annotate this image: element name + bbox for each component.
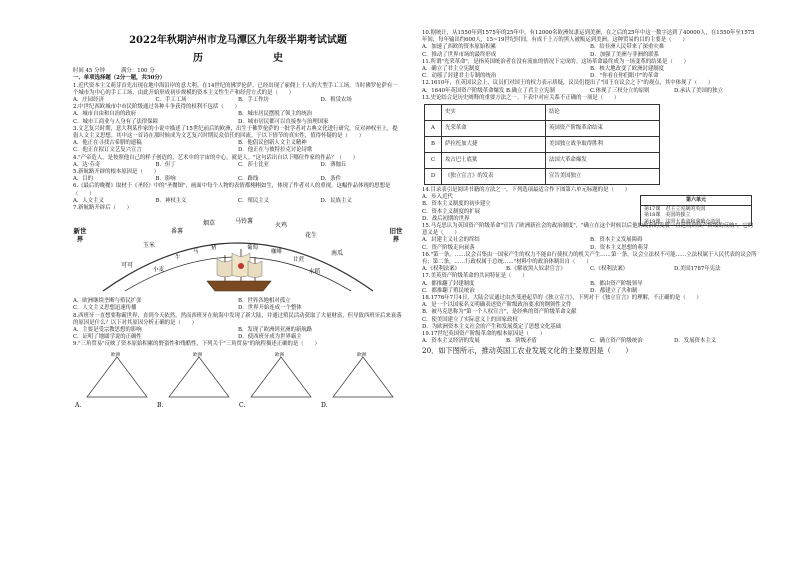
option-c[interactable]: C．手工工场 <box>155 97 187 104</box>
option-a[interactable]: A．主要是受宗教思想的影响 <box>73 327 142 334</box>
option-b[interactable]: B．他倡议创新人文主义精神 <box>238 140 307 147</box>
option-c[interactable]: C．动摇了封建君主专制的统治 <box>422 73 497 80</box>
option-c[interactable]: C．莎士比亚 <box>238 161 270 168</box>
option-a[interactable]: A．确立了君主立宪制度 <box>422 66 480 73</box>
unit-contents-box <box>640 195 752 226</box>
row-fact: 《独立宣言》的发表 <box>442 169 546 185</box>
row-fact: 萨拉托加大捷 <box>442 137 546 153</box>
question-13 <box>422 95 758 185</box>
option-d[interactable]: D．租赁农场 <box>320 97 352 104</box>
question-2 <box>73 104 403 126</box>
option-c[interactable]: C．路线 <box>238 176 259 183</box>
option-b[interactable]: B.确立了君主立宪制 <box>506 87 555 94</box>
row-conclusion: 法国大革命爆发 <box>545 153 659 169</box>
question-stem: 14.目录表引是阅读书籍的方法之一，下列选项最适合作下图第六单元标题的是（ ） <box>422 187 631 194</box>
question-stem: 13.史论结合是历史阐释的重要方法之一。下表中对应关系不正确的一项是（ ） <box>422 94 620 101</box>
question-20 <box>422 346 758 355</box>
question-stem: 8.西班牙一直想要称霸世界，直到今天依然，然而西班牙在航海中发现了新大陆，并通过殖民活动获取了大量财富，但导致西班牙后来衰落的原因是什么？以下对其原因分析正确的是（ ） <box>73 312 402 326</box>
history-table <box>424 104 660 185</box>
svg-text:A.: A. <box>75 401 82 409</box>
option-b[interactable]: B．世界各地相对孤立 <box>238 298 291 305</box>
question-1 <box>73 83 403 105</box>
question-3 <box>73 126 403 155</box>
option-b[interactable]: B．核大地改变了欧洲封建制度 <box>590 66 665 73</box>
table-header-fact: 史实 <box>442 105 546 121</box>
question-options <box>422 281 758 295</box>
inner-item: 猪 <box>211 245 217 252</box>
option-b[interactable]: B．都由资产阶级领导 <box>590 280 643 287</box>
question-options <box>422 66 758 80</box>
question-options <box>73 162 403 169</box>
option-c[interactable]: C．使美国建立了实际意义上的国家政权 <box>422 316 518 323</box>
option-d[interactable]: D．城市居民都可以直接参与治理国家 <box>238 118 329 125</box>
row-key: C <box>425 153 442 169</box>
option-d[interactable]: D．战后初期的世界 <box>422 215 470 222</box>
option-c[interactable]: C．都推翻了殖民统治 <box>422 287 475 294</box>
inner-item: 马 <box>193 249 199 256</box>
option-b[interactable]: B.《解放黑人奴隶宣言》 <box>506 266 566 273</box>
question-options <box>73 298 403 312</box>
option-d[interactable]: D．他正在与彼特拉克讨论诗歌 <box>238 147 313 154</box>
row-conclusion: 宣告美国独立 <box>545 169 659 185</box>
option-c[interactable]: C．确立资产阶级统治 <box>590 338 643 345</box>
row-key: A <box>425 121 442 137</box>
option-c[interactable]: C．推动了世界市场的最终形成 <box>422 51 497 58</box>
svg-text:C.: C. <box>239 401 246 409</box>
question-stem: 12.1610年，在英国议会上，议员们对国王的权力表示质疑，议员们提出了"国王在议会之下"的观点，其中体现了（ ） <box>422 80 714 87</box>
question-stem: 15.马克思认为英国资产阶级革命"宣告了欧洲新社会的政治制度"，"确立在这个时候以后他的政治的发展一直延续到资产阶级的反映"，它的意义是（ ） <box>422 223 754 237</box>
question-options <box>422 338 758 345</box>
question-8 <box>73 313 403 342</box>
question-17 <box>422 273 758 295</box>
option-d[interactable]: D．都建立了共和制 <box>590 287 638 294</box>
option-c[interactable]: C．城市工商业与人身有了法律保障 <box>73 118 158 125</box>
row-key: B <box>425 137 442 153</box>
option-d[interactable]: D．使西班牙成为世界霸主 <box>238 334 302 341</box>
question-options <box>422 44 758 58</box>
question-16 <box>422 252 758 274</box>
row-fact: 攻占巴士底狱 <box>442 153 546 169</box>
question-options <box>422 194 622 223</box>
option-b[interactable]: B．发现了欧洲到亚洲的新航路 <box>238 327 313 334</box>
option-b[interactable]: B．资本主义制度的初步建立 <box>422 201 491 208</box>
option-c[interactable]: C．殖民主义 <box>238 197 270 204</box>
question-stem: 1.近代资本主义萌芽首先出现在地中海沿岸的意大利。在14世纪的佛罗伦萨，已经出现了雇佣上千人的大型手工工场。当时佛罗伦萨有一个城市为中心的手工工场，由此开始形成初步规模的资本主义性生产和经营方式的是（ ） <box>73 82 398 96</box>
table-header-conclusion: 结论 <box>545 105 659 121</box>
unit-lesson: 第19课 法国大革命和拿破仑帝国 <box>644 218 721 225</box>
option-a[interactable]: A．是一个以国家名义明确表述资产阶级政治要求的纲领性文件 <box>422 302 572 309</box>
option-d[interactable]: D.美国1787年宪法 <box>674 266 721 273</box>
triangle-option-b[interactable] <box>157 351 229 409</box>
row-fact: 光荣革命 <box>442 121 546 137</box>
table-header-row <box>425 105 660 121</box>
question-stem: 4."产帝造人，是按照他自己的样子创造的，艺术中的宇宙的中心，就是人。"这句话出自以下哪位作家的作品？（ ） <box>73 154 359 161</box>
exchange-arch-diagram <box>95 215 381 293</box>
option-b[interactable]: B．给非洲人民带来了深重灾难 <box>590 44 665 51</box>
row-conclusion: 美国独立战争取得胜利 <box>545 137 659 153</box>
question-19 <box>422 331 758 345</box>
option-d[interactable]: D．薄伽丘 <box>320 161 347 168</box>
question-options <box>73 327 403 341</box>
option-d[interactable]: D．为欧洲资本主义社会的产生和发展奠定了思想文化基础 <box>422 323 562 330</box>
question-stem: 5.新航路开辟的根本原因是（ ） <box>73 169 160 176</box>
option-c[interactable]: C．证明了地圆学说的正确性 <box>73 334 142 341</box>
option-b[interactable]: B．手工作坊 <box>238 97 269 104</box>
option-d[interactable]: D．民族主义 <box>320 197 352 204</box>
question-5 <box>73 169 403 183</box>
option-d[interactable]: D．资本主义思想的萌芽 <box>590 244 649 251</box>
new-world-label: 新世界 <box>73 227 87 244</box>
table-cell <box>425 105 442 121</box>
question-options <box>422 302 758 331</box>
option-b[interactable]: B．阶级矛盾 <box>506 338 537 345</box>
triangle-option-d[interactable] <box>321 351 393 409</box>
arch-item: 玉米 <box>143 242 156 250</box>
option-a[interactable]: A．资本主义经济的发展 <box>422 338 480 345</box>
question-6 <box>73 183 403 205</box>
svg-text:D.: D. <box>321 401 328 409</box>
option-d[interactable]: D．世界开始连成一个整体 <box>238 305 302 312</box>
unit-lesson: 第18课 美国的独立 <box>644 212 691 219</box>
svg-text:欧洲: 欧洲 <box>357 352 366 358</box>
arch-item: 火鸡 <box>275 222 288 230</box>
question-10 <box>422 30 758 59</box>
question-11 <box>422 59 758 81</box>
option-c[interactable]: C．资产阶级走向衰落 <box>422 244 475 251</box>
question-9 <box>73 341 403 415</box>
question-15 <box>422 223 758 252</box>
table-row[interactable] <box>425 153 660 169</box>
question-stem: 17.美英资产阶级革命的共同特征是（ ） <box>422 273 528 280</box>
row-conclusion: 英国资产阶级革命结束 <box>545 121 659 137</box>
option-a[interactable]: A．封建主义社会的终结 <box>422 237 480 244</box>
arch-item: 花生 <box>305 232 318 240</box>
inner-item: 甘蔗 <box>293 257 305 264</box>
option-b[interactable]: B．资本主义发展障碍 <box>590 237 643 244</box>
question-options <box>422 237 758 251</box>
option-a[interactable]: A．1640年英国资产阶级革命爆发 <box>422 87 505 94</box>
option-b[interactable]: B．神权主义 <box>155 197 187 204</box>
arch-item: 南瓜 <box>331 250 344 258</box>
inner-item: 葡萄 <box>247 245 259 252</box>
question-stem: 20．如下图所示，推动英国工农业发展文化的主要原因是（ ） <box>422 345 633 355</box>
inner-item: 水稻 <box>309 269 321 276</box>
triangle-option-a[interactable] <box>74 351 147 409</box>
question-stem: 9."三角贸易"反映了资本原始积累的野蛮性和残酷性，下列关于"三角贸易"的航程描述正确的是（ ） <box>73 341 320 348</box>
row-key: D <box>425 169 442 185</box>
option-a[interactable]: A．人文主义 <box>73 197 104 204</box>
question-options <box>73 140 403 154</box>
question-stem: 7.新航路开辟后（ ） <box>73 205 133 212</box>
inner-item: 咖啡 <box>271 249 283 256</box>
question-stem: 11.所谓"光荣革命"，是指英国统治者在没有流血的情况下完成的。这场革命最终成为一场变革的结果是（ ） <box>422 58 689 65</box>
triangle-trade-options <box>73 351 403 411</box>
option-a[interactable]: A．欧洲继续垄断与殖民扩张 <box>73 298 142 305</box>
arch-item: 烟草 <box>203 220 216 228</box>
inner-item: 小麦 <box>153 267 165 274</box>
old-world-label: 旧世界 <box>389 227 403 244</box>
option-c[interactable]: C.体现了三权分立的原则 <box>590 87 650 94</box>
section-heading: 一、单项选择题（2分一题，共50分） <box>73 75 166 82</box>
question-4 <box>73 155 403 169</box>
option-a[interactable]: A．城市自由和自治的政府 <box>73 111 137 118</box>
question-14 <box>422 187 758 223</box>
unit-title: 第六单元 <box>641 196 751 206</box>
option-a[interactable]: A．庄园经济 <box>73 97 104 104</box>
option-a[interactable]: A.《权利法案》 <box>422 266 460 273</box>
option-c[interactable]: C.《权利法案》 <box>590 266 628 273</box>
question-options <box>73 111 403 125</box>
option-c[interactable]: C．资本主义制度的扩展 <box>422 208 481 215</box>
option-d[interactable]: D．条件 <box>320 176 341 183</box>
option-a[interactable]: A．都推翻了封建制度 <box>422 280 475 287</box>
option-c[interactable]: C．人文主义思想迅速传播 <box>73 305 137 312</box>
question-stem: 10.据统计，从1550年到1575年的25年中，有12000名欧洲奴隶运到美洲，在之后的25年中这一数字达到了40000人，在1550年至1575年间，每年输出约600人，15~19世纪时间，有成千上万的黑人被贩运到美洲。这种贸易的目的主要是（ ） <box>422 30 755 44</box>
option-c[interactable]: C．他正在拟订文艺复兴宣言 <box>73 147 142 154</box>
option-a[interactable]: A．目的 <box>73 176 94 183</box>
option-a[interactable]: A．步入近代 <box>422 194 453 201</box>
option-a[interactable]: A．加速了西欧的资本原始积累 <box>422 44 496 51</box>
subject-title: 历 史 <box>193 53 313 64</box>
question-18 <box>422 295 758 331</box>
arch-item: 番薯 <box>171 228 184 236</box>
option-b[interactable]: B．城市居民摆脱了领主的统治 <box>238 111 313 118</box>
arch-item: 马铃薯 <box>235 218 254 226</box>
table-row[interactable] <box>425 169 660 185</box>
question-stem: 6.《最后的晚餐》取材于《圣经》中的"圣餐图"，画面中每个人物的表情都栩栩如生，体现了作者对人的重视。这幅作品体现的思想是（ ） <box>73 183 391 197</box>
svg-text:B.: B. <box>157 401 164 409</box>
sailing-ship-icon <box>207 249 271 291</box>
svg-text:欧洲: 欧洲 <box>193 352 202 358</box>
question-7 <box>73 205 403 313</box>
inner-item: 牛 <box>175 255 181 262</box>
table-row[interactable] <box>425 137 660 153</box>
question-options <box>422 88 758 95</box>
left-column <box>73 0 403 562</box>
right-column <box>422 0 758 562</box>
option-d[interactable]: D．"你看在你们眼中"的革命 <box>590 73 659 80</box>
svg-text:欧洲: 欧洲 <box>275 352 284 358</box>
exam-meta: 时间 45 分钟 满分：100 分 <box>73 68 155 75</box>
arch-item: 可可 <box>121 262 134 270</box>
columbian-exchange-figure <box>73 215 403 295</box>
option-b[interactable]: B．影响 <box>155 176 176 183</box>
unit-lesson: 第17课 君主立宪制的英国 <box>644 205 706 212</box>
question-stem: 3.文艺复兴时期，意大利某作家的小说中描述了15世纪前后的欧洲，出生于佛罗伦萨的一批学者对古典文化进行研究，反对神权至上，提倡人文主义思想。其中这一首诗在那时候成为文艺复兴时期民众信任的回流。于以下情节的真实性，值得怀疑的是（ ） <box>73 125 398 140</box>
option-d[interactable]: D．加强了美洲与非洲的联系 <box>590 51 660 58</box>
option-a[interactable]: A．他正在寻找古希腊的遗稿 <box>73 140 142 147</box>
triangle-option-c[interactable] <box>239 351 311 409</box>
exam-title: 2022年秋期泸州市龙马潭区九年级半期考试试题 <box>129 35 347 46</box>
option-d[interactable]: D．发展资本主义 <box>674 338 717 345</box>
question-options <box>73 198 403 205</box>
svg-text:欧洲: 欧洲 <box>111 352 120 358</box>
option-d[interactable]: D.承认了美国的独立 <box>674 87 723 94</box>
table-row[interactable] <box>425 121 660 137</box>
question-stem: 16."第一条，……议会召集由一国家产生的权力不能由行使权力的机关产生……第一条，议会立法权不可能……立法权属于人民代表的议会所有；第二条，……行政权属于总统……"材料中的政治体制出自（ ） <box>422 251 757 266</box>
option-b[interactable]: B．被马克思称为"第一个人权宣言"，是经典的资产阶级革命文献 <box>422 309 577 316</box>
option-a[interactable]: A．达·芬奇 <box>73 161 101 168</box>
question-12 <box>422 80 758 94</box>
question-stem: 19.17世纪英国资产阶级革命的根本原因是（ ） <box>422 331 546 338</box>
option-b[interactable]: B．但丁 <box>155 161 176 168</box>
question-stem: 2.中世纪西欧城市中市民阶级通过各种斗争获得的权利不包括（ ） <box>73 104 240 111</box>
question-stem: 18.1776年7月4日，大陆会议通过由杰斐逊起草的《独立宣言》，下列对于《独立宣言》的理解，不正确的是（ ） <box>422 295 702 302</box>
